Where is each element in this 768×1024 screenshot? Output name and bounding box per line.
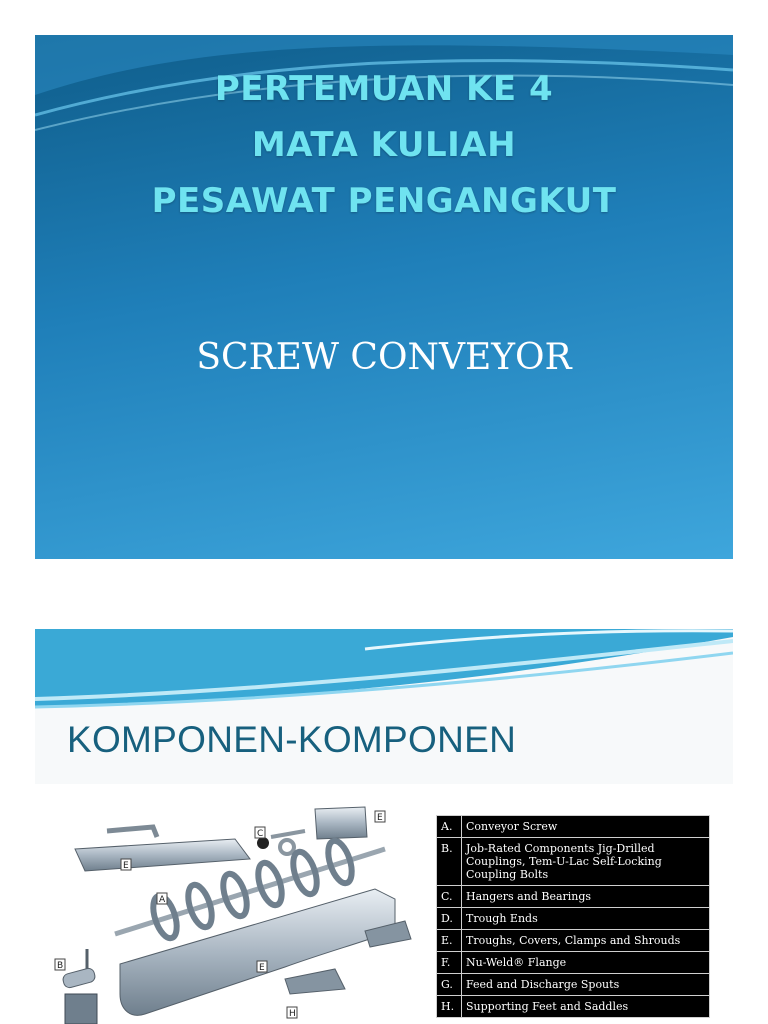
screw-conveyor-exploded-diagram	[35, 789, 425, 1024]
legend-text: Hangers and Bearings	[462, 886, 710, 908]
title-line-1: PERTEMUAN KE 4	[214, 69, 554, 109]
legend-text: Supporting Feet and Saddles	[462, 996, 710, 1018]
legend-key: C.	[437, 886, 462, 908]
title-line-3: PESAWAT PENGANGKUT	[151, 181, 617, 221]
legend-row	[437, 886, 710, 908]
legend-row	[437, 816, 710, 838]
components-slide	[35, 629, 733, 1024]
slide-title: KOMPONEN-KOMPONEN	[67, 719, 517, 760]
header-wave-decoration	[35, 629, 733, 709]
legend-key: A.	[437, 816, 462, 838]
legend-text: Conveyor Screw	[462, 816, 710, 838]
diagram-label: E	[123, 861, 129, 871]
legend-key: H.	[437, 996, 462, 1018]
diagram-label: A	[159, 895, 166, 905]
legend-row	[437, 952, 710, 974]
legend-row	[437, 996, 710, 1018]
components-legend-table	[436, 815, 710, 1018]
legend-text: Trough Ends	[462, 908, 710, 930]
diagram-label: C	[257, 829, 264, 839]
diagram-label: H	[289, 1009, 296, 1019]
legend-row	[437, 908, 710, 930]
diagram-label: E	[377, 813, 383, 823]
slide-subtitle: SCREW CONVEYOR	[196, 337, 572, 378]
diagram-label: E	[259, 963, 265, 973]
legend-key: E.	[437, 930, 462, 952]
diagram-label: B	[57, 961, 64, 971]
legend-text: Feed and Discharge Spouts	[462, 974, 710, 996]
legend-text: Troughs, Covers, Clamps and Shrouds	[462, 930, 710, 952]
legend-key: G.	[437, 974, 462, 996]
title-slide	[35, 35, 733, 559]
legend-key: D.	[437, 908, 462, 930]
legend-key: F.	[437, 952, 462, 974]
legend-text: Job-Rated Components Jig-Drilled Couplings, Tem-U-Lac Self-Locking Coupling Bolts	[462, 838, 710, 886]
legend-row	[437, 838, 710, 886]
legend-key: B.	[437, 838, 462, 886]
legend-row	[437, 974, 710, 996]
legend-text: Nu-Weld® Flange	[462, 952, 710, 974]
title-line-2: MATA KULIAH	[251, 125, 517, 165]
legend-row	[437, 930, 710, 952]
slide-title	[35, 61, 733, 229]
